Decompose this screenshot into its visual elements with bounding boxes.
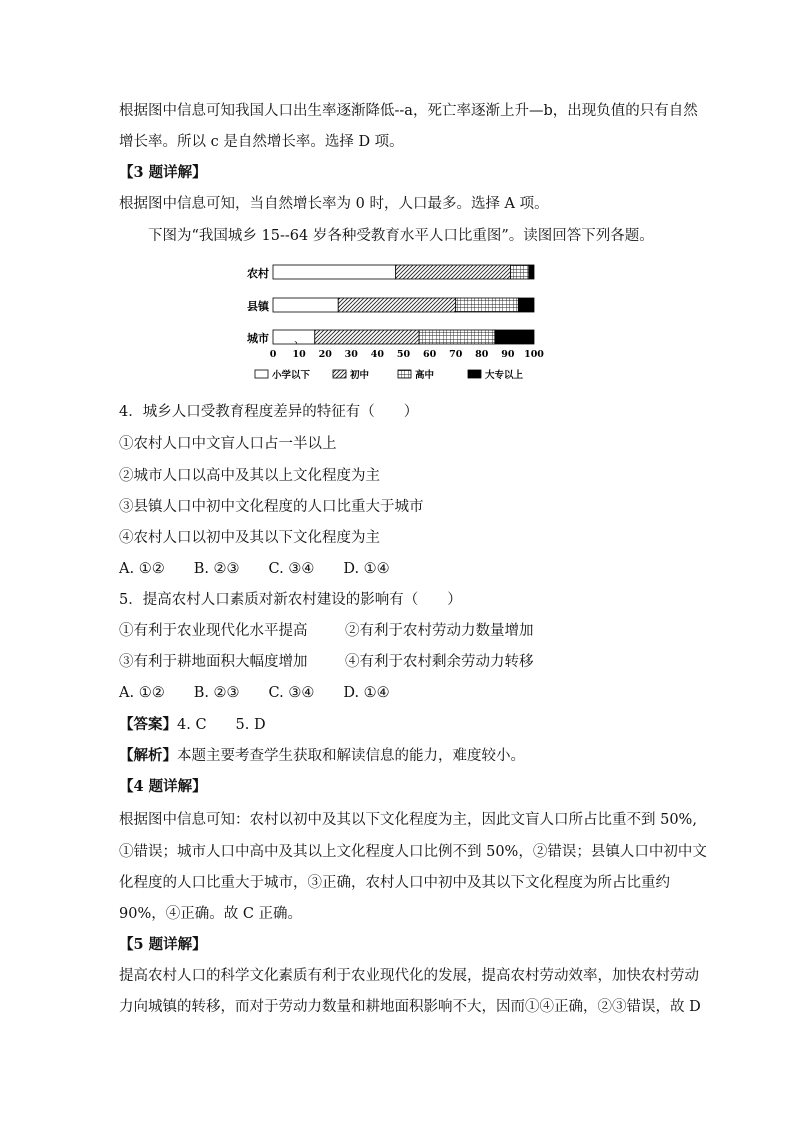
q5-detail-line: 力向城镇的转移，而对于劳动力数量和耕地面积影响不大，因而①④正确，②③错误，故 D [119, 999, 701, 1015]
question-5-option-1: ①有利于农业现代化水平提高 [119, 623, 308, 639]
legend-swatch [468, 370, 481, 378]
paragraph-q3-explanation: 根据图中信息可知，当自然增长率为 0 时，人口最多。选择 A 项。 [119, 196, 549, 212]
analysis-tag: 【解析】 [119, 747, 177, 764]
q4-detail-line: 化程度的人口比重大于城市，③正确，农村人口中初中及其以下文化程度为所占比重约 [119, 875, 670, 891]
bar-segment [273, 265, 396, 279]
legend-swatch [333, 370, 346, 378]
analysis-text: 本题主要考查学生获取和解读信息的能力，难度较小。 [177, 748, 525, 764]
legend-label: 大专以上 [485, 370, 524, 381]
x-tick-label: 0 [269, 349, 277, 360]
q5-detail-line: 提高农村人口的科学文化素质有利于农业现代化的发展，提高农村劳动效率，加快农村劳动 [119, 968, 699, 984]
legend-label: 小学以下 [272, 370, 311, 381]
x-tick-label: 50 [396, 349, 411, 360]
x-tick-label: 80 [475, 349, 489, 360]
q4-detail-line: 根据图中信息可知：农村以初中及其以下文化程度为主，因此文盲人口所占比重不到 50%, [119, 812, 697, 828]
heading-q4-detail: 【4 题详解】 [119, 778, 207, 795]
answer-text: 4. C 5. D [177, 717, 266, 733]
question-4-option-4: ④农村人口以初中及其以下文化程度为主 [119, 530, 380, 546]
x-tick-label: 40 [370, 349, 385, 360]
question-5-choices: A. ①② B. ②③ C. ③④ D. ①④ [119, 685, 390, 701]
bar-segment [518, 298, 534, 312]
heading-q3-detail: 【3 题详解】 [119, 164, 207, 181]
question-4-stem: 4．城乡人口受教育程度差异的特征有（ ） [119, 404, 419, 420]
q4-detail-line: ①错误；城市人口中高中及其以上文化程度人口比例不到 50%，②错误；县镇人口中初中文 [119, 844, 707, 860]
bar-segment [338, 298, 455, 312]
bar-segment [456, 298, 519, 312]
legend-label: 初中 [350, 370, 370, 381]
bar-segment [396, 265, 511, 279]
question-5-option-3: ③有利于耕地面积大幅度增加 [119, 654, 308, 670]
chart-intro: 下图为“我国城乡 15--64 岁各种受教育水平人口比重图”。读图回答下列各题。 [148, 228, 654, 244]
bar-segment [495, 330, 534, 344]
heading-q5-detail: 【5 题详解】 [119, 936, 207, 953]
education-stacked-bar-chart [240, 262, 550, 392]
category-label: 农村 [247, 267, 269, 280]
legend-swatch [398, 370, 411, 378]
x-tick-label: 90 [501, 349, 515, 360]
question-5-option-2: ②有利于农村劳动力数量增加 [345, 623, 534, 639]
question-4-choices: A. ①② B. ②③ C. ③④ D. ①④ [119, 561, 390, 577]
question-5-option-4: ④有利于农村剩余劳动力转移 [345, 654, 534, 670]
answer-tag: 【答案】 [119, 716, 177, 733]
stray-mark: 、 [294, 335, 305, 346]
analysis-line [119, 746, 525, 766]
legend-swatch [255, 370, 268, 378]
category-label: 城市 [247, 332, 269, 345]
x-tick-label: 20 [318, 349, 332, 360]
x-tick-label: 30 [344, 349, 358, 360]
x-tick-label: 100 [524, 349, 544, 360]
bar-segment [511, 265, 529, 279]
question-4-option-3: ③县镇人口中初中文化程度的人口比重大于城市 [119, 499, 424, 515]
category-label: 县镇 [247, 300, 269, 313]
legend-label: 高中 [415, 370, 435, 381]
bar-segment [315, 330, 419, 344]
x-tick-label: 10 [292, 349, 306, 360]
bar-segment [419, 330, 495, 344]
x-tick-label: 70 [449, 349, 463, 360]
question-4-option-1: ①农村人口中文盲人口占一半以上 [119, 436, 337, 452]
bar-segment [529, 265, 534, 279]
bar-segment [273, 298, 338, 312]
answer-line [119, 715, 266, 735]
paragraph-q2-explanation: 根据图中信息可知我国人口出生率逐渐降低--a，死亡率逐渐上升—b，出现负值的只有自然 [119, 103, 698, 119]
x-tick-label: 60 [422, 349, 437, 360]
question-5-stem: 5．提高农村人口素质对新农村建设的影响有（ ） [119, 592, 462, 608]
question-4-option-2: ②城市人口以高中及其以上文化程度为主 [119, 468, 380, 484]
q4-detail-line: 90%，④正确。故 C 正确。 [119, 906, 303, 922]
paragraph-q2-explanation-cont: 增长率。所以 c 是自然增长率。选择 D 项。 [119, 134, 404, 150]
